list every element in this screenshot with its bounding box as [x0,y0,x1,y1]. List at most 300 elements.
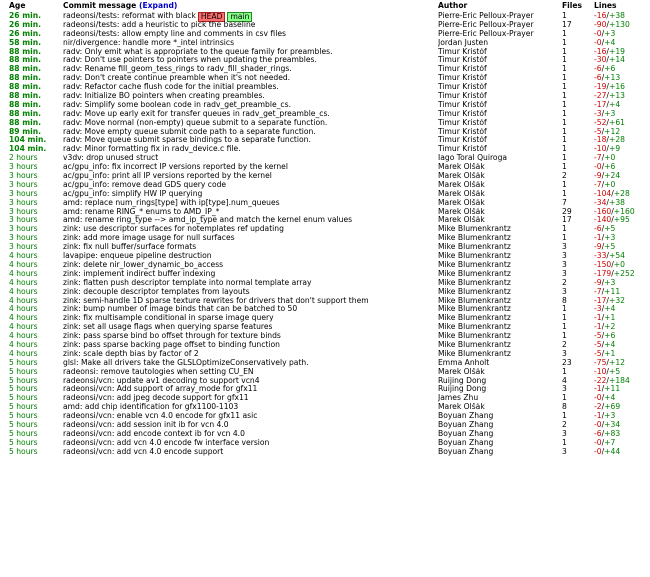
table-row[interactable] [0,101,650,110]
commit-message-cell [63,394,435,403]
commit-lines-changed [594,208,650,217]
commit-lines-changed [594,341,650,350]
commit-message-link[interactable]: amd: replace num_rings[type] with ip[type].num_queues [63,198,280,207]
commit-author[interactable]: Marek Olšák [438,163,485,172]
commit-age: 3 hours [9,207,38,216]
table-row[interactable] [0,412,650,421]
table-row[interactable] [0,314,650,323]
commit-lines-changed [594,323,650,332]
commit-message-cell [63,412,435,421]
table-row[interactable] [0,56,650,65]
commit-files-count: 1 [562,65,567,74]
commit-message-link[interactable]: radeonsi/vcn: enable vcn 4.0 encode for gfx11 asic [63,412,258,421]
commit-author[interactable]: Timur Kristóf [438,65,487,74]
commit-message-cell [63,92,435,101]
table-row[interactable] [0,234,650,243]
lines-separator: / [601,74,605,83]
commit-age: 4 hours [9,278,38,287]
commit-age: 5 hours [9,420,38,429]
commit-author[interactable]: Mike Blumenkrantz [438,332,511,341]
lines-deleted: -52 [594,118,607,127]
lines-deleted: -0 [594,447,602,456]
lines-deleted: -27 [594,92,607,101]
commit-author[interactable]: Mike Blumenkrantz [438,260,511,269]
commit-message-cell [63,403,435,412]
commit-age: 3 hours [9,180,38,189]
table-row[interactable] [0,74,650,83]
commit-author[interactable]: Mike Blumenkrantz [438,305,511,314]
table-row[interactable] [0,181,650,190]
lines-separator: / [601,394,605,403]
commit-message-cell [63,297,435,306]
commit-message-link[interactable]: radv: Don't use pointers to pointers when updating the preambles. [63,56,317,65]
commit-age: 2 hours [9,154,38,163]
commit-message-link[interactable]: radv: Don't create continue preamble when it's not needed. [63,74,291,83]
commit-author[interactable]: Mike Blumenkrantz [438,296,511,305]
lines-separator: / [601,234,605,243]
commit-message-link[interactable]: zink: scale depth bias by factor of 2 [63,349,199,358]
commit-author[interactable]: Mike Blumenkrantz [438,252,511,261]
commit-message-cell [63,208,435,217]
commit-message-link[interactable]: radv: Move up early exit for transfer queues in radv_get_preamble_cs. [63,109,330,118]
table-row[interactable] [0,394,650,403]
lines-deleted: -140 [594,216,612,225]
commit-author[interactable]: Mike Blumenkrantz [438,323,511,332]
lines-separator: / [601,340,605,349]
table-row[interactable] [0,297,650,306]
commit-lines-changed [594,368,650,377]
commit-message-link[interactable]: radv: Rename fill_geom_tess_rings to radv_fill_shader_rings. [63,65,292,74]
commit-author[interactable]: Marek Olšák [438,216,485,225]
commit-files-count: 8 [562,296,567,305]
commit-message-link[interactable]: zink: implement indirect buffer indexing [63,269,216,278]
table-row[interactable] [0,341,650,350]
commit-lines-changed [594,279,650,288]
commit-age: 104 min. [9,145,47,154]
commit-files-count: 1 [562,332,567,341]
commit-message-link[interactable]: radv: Move normal (non-empty) queue submit to a separate function. [63,118,328,127]
commit-files-count: 1 [562,74,567,83]
commit-author[interactable]: Mike Blumenkrantz [438,278,511,287]
commit-files-count: 3 [562,287,567,296]
commit-message-link[interactable]: zink: flatten push descriptor template into normal template array [63,278,312,287]
commit-message-cell [63,359,435,368]
commit-age: 4 hours [9,260,38,269]
lines-deleted: -7 [594,287,602,296]
table-row[interactable] [0,92,650,101]
table-row[interactable] [0,225,650,234]
commit-message-cell [63,136,435,145]
lines-added: +9 [608,145,621,154]
lines-deleted: -6 [594,65,602,74]
lines-added: +6 [604,163,616,172]
commit-age: 88 min. [9,118,42,127]
table-row[interactable] [0,39,650,48]
lines-deleted: -6 [594,74,602,83]
lines-separator: / [601,314,605,323]
commit-message-link[interactable]: amd: add chip identification for gfx1100-1103 [63,403,239,412]
table-row[interactable] [0,145,650,154]
commit-author[interactable]: Timur Kristóf [438,145,487,154]
commit-files-count: 1 [562,305,567,314]
commit-age: 4 hours [9,323,38,332]
commit-author[interactable]: Boyuan Zhang [438,429,494,438]
table-row[interactable] [0,403,650,412]
commit-files-count: 1 [562,189,567,198]
table-row[interactable] [0,261,650,270]
lines-deleted: -3 [594,305,602,314]
lines-added: +2 [604,323,616,332]
commit-message-cell [63,314,435,323]
lines-separator: / [601,385,605,394]
commit-author[interactable]: Boyuan Zhang [438,447,494,456]
lines-separator: / [601,305,605,314]
lines-deleted: -1 [594,314,602,323]
table-row[interactable] [0,83,650,92]
commit-files-count: 1 [562,92,567,101]
commit-author[interactable]: Pierre-Eric Pelloux-Prayer [438,20,534,29]
table-row[interactable] [0,65,650,74]
table-row[interactable] [0,252,650,261]
lines-separator: / [601,154,605,163]
commit-message-link[interactable]: radeonsi/tests: add a heuristic to pick the baseline [63,20,256,29]
commit-message-link[interactable]: radeonsi/vcn: add jpeg decode support for gfx11 [63,394,249,403]
commit-message-link[interactable]: zink: semi-handle 1D sparse texture rewrites for drivers that don't support them [63,296,369,305]
commit-message-cell [63,288,435,297]
lines-separator: / [606,92,609,101]
commit-author[interactable]: Emma Anholt [438,358,490,367]
commit-author[interactable]: Mike Blumenkrantz [438,225,511,234]
table-row[interactable] [0,172,650,181]
commit-files-count: 3 [562,243,567,252]
head-ref-badge[interactable]: HEAD [198,12,226,22]
table-row[interactable] [0,154,650,163]
commit-author[interactable]: Marek Olšák [438,403,485,412]
lines-deleted: -16 [594,12,607,20]
table-row[interactable] [0,359,650,368]
commit-files-count: 1 [562,225,567,234]
lines-separator: / [601,412,605,421]
commit-message-link[interactable]: zink: bump number of image binds that can be batched to 50 [63,305,298,314]
lines-added: +4 [604,340,616,349]
commit-message-link[interactable]: radeonsi/vcn: update av1 decoding to support vcn4 [63,376,260,385]
commit-message-link[interactable]: radeonsi: remove tautologies when setting CU_EN [63,367,254,376]
commit-message-link[interactable]: amd: rename ring_type --> amd_ip_type and match the kernel enum values [63,216,353,225]
lines-deleted: -6 [594,429,602,438]
commit-lines-changed [594,305,650,314]
commit-message-link[interactable]: zink: pass sparse bind bo offset through for texture binds [63,332,281,341]
commit-message-cell [63,421,435,430]
commit-author[interactable]: James Zhu [438,394,479,403]
table-row[interactable] [0,279,650,288]
commit-message-link[interactable]: zink: pass sparse backing page offset to binding function [63,340,280,349]
lines-deleted: -22 [594,376,607,385]
lines-separator: / [611,269,614,278]
commit-author[interactable]: Mike Blumenkrantz [438,243,511,252]
commit-author[interactable]: Timur Kristóf [438,47,487,56]
commit-message-link[interactable]: radeonsi/vcn: add vcn 4.0 encode fw interface version [63,438,270,447]
table-row[interactable] [0,243,650,252]
commit-message-cell [63,21,435,30]
commit-lines-changed [594,225,650,234]
lines-deleted: -18 [594,136,607,145]
commit-message-link[interactable]: zink: fix null buffer/surface formats [63,243,197,252]
commit-author[interactable]: Mike Blumenkrantz [438,287,511,296]
commit-age: 4 hours [9,269,38,278]
lines-added: +3 [604,109,616,118]
table-row[interactable] [0,377,650,386]
commit-author[interactable]: Timur Kristóf [438,118,487,127]
commit-lines-changed [594,243,650,252]
lines-deleted: -3 [594,109,602,118]
commit-age: 3 hours [9,163,38,172]
commit-author[interactable]: Mike Blumenkrantz [438,234,511,243]
table-row[interactable] [0,30,650,39]
lines-added: +160 [613,207,635,216]
commit-message-link[interactable]: zink: add more image usage for null surfaces [63,234,235,243]
commit-message-cell [63,101,435,110]
commit-author[interactable]: Timur Kristóf [438,127,487,136]
table-row[interactable] [0,323,650,332]
lines-added: +6 [604,332,616,341]
lines-deleted: -6 [594,225,602,234]
commit-message-cell [63,56,435,65]
commit-lines-changed [594,412,650,421]
table-row[interactable] [0,21,650,30]
commit-author[interactable]: Pierre-Eric Pelloux-Prayer [438,12,534,20]
table-row[interactable] [0,439,650,448]
lines-added: +6 [604,65,616,74]
commit-author[interactable]: Mike Blumenkrantz [438,269,511,278]
commit-message-cell [63,279,435,288]
table-row[interactable] [0,190,650,199]
table-row[interactable] [0,216,650,225]
commit-message-link[interactable]: zink: fix multisample conditional in sparse image query [63,314,274,323]
commit-author[interactable]: Timur Kristóf [438,74,487,83]
table-row[interactable] [0,270,650,279]
commit-age: 88 min. [9,47,42,56]
lines-added: +83 [604,429,621,438]
commit-age: 5 hours [9,385,38,394]
table-row[interactable] [0,368,650,377]
commit-message-cell [63,65,435,74]
commit-message-link[interactable]: radeonsi/vcn: Add support of array_mode for gfx11 [63,385,258,394]
commit-message-link[interactable]: ac/gpu_info: fix incorrect IP versions reported by the kernel [63,163,288,172]
table-row[interactable] [0,305,650,314]
commit-message-link[interactable]: radv: Simplify some boolean code in radv_get_preamble_cs. [63,100,291,109]
commit-lines-changed [594,234,650,243]
lines-deleted: -0 [594,420,602,429]
lines-deleted: -17 [594,296,607,305]
lines-deleted: -1 [594,323,602,332]
age-column-header: Age [9,1,26,10]
lines-separator: / [606,83,609,92]
lines-deleted: -0 [594,29,602,38]
lines-separator: / [601,332,605,341]
commit-author[interactable]: Marek Olšák [438,367,485,376]
commit-author[interactable]: Mike Blumenkrantz [438,340,511,349]
commit-age: 4 hours [9,296,38,305]
commit-message-link[interactable]: radeonsi/tests: allow empty line and comments in csv files [63,29,286,38]
commit-message-link[interactable]: lavapipe: enqueue pipeline destruction [63,252,212,261]
commit-age: 88 min. [9,92,42,101]
commit-lines-changed [594,332,650,341]
commit-author[interactable]: Marek Olšák [438,207,485,216]
commit-author[interactable]: Ruijing Dong [438,376,487,385]
commit-files-count: 1 [562,394,567,403]
lines-added: +12 [604,127,621,136]
table-row[interactable] [0,110,650,119]
commit-message-link[interactable]: radeonsi/vcn: add session init ib for vcn 4.0 [63,420,229,429]
table-row[interactable] [0,208,650,217]
commit-message-link[interactable]: radeonsi/vcn: add vcn 4.0 encode support [63,447,224,456]
commit-files-count: 7 [562,198,567,207]
commit-message-link[interactable]: radv: Minor formatting fix in radv_device.c file. [63,145,241,154]
commit-lines-changed [594,359,650,368]
commit-lines-changed [594,21,650,30]
commit-author[interactable]: Marek Olšák [438,180,485,189]
commit-files-count: 1 [562,56,567,65]
commit-author[interactable]: Jordan Justen [438,38,489,47]
commit-author[interactable]: Mike Blumenkrantz [438,314,511,323]
commit-files-count: 1 [562,47,567,56]
commit-message-cell [63,341,435,350]
lines-deleted: -0 [594,394,602,403]
lines-separator: / [611,216,614,225]
commit-author[interactable]: Marek Olšák [438,172,485,181]
table-row[interactable] [0,128,650,137]
commit-files-count: 3 [562,429,567,438]
lines-deleted: -33 [594,252,607,261]
commit-message-link[interactable]: v3dv: drop unused struct [63,154,159,163]
commit-message-link[interactable]: glsl: Make all drivers take the GLSLOptimizeConservatively path. [63,358,309,367]
commit-message-link[interactable]: ac/gpu_info: print all IP versions reported by the kernel [63,172,272,181]
commit-author[interactable]: Boyuan Zhang [438,412,494,421]
lines-added: +44 [604,447,621,456]
commit-message-link[interactable]: nir/divergence: handle more *_intel intrinsics [63,38,235,47]
lines-deleted: -75 [594,358,607,367]
commit-message-link[interactable]: amd: rename RING_* enums to AMD_IP_* [63,207,220,216]
lines-added: +34 [604,420,621,429]
lines-deleted: -5 [594,332,602,341]
commit-files-count: 2 [562,172,567,181]
commit-message-link[interactable]: radv: Only emit what is appropriate to the queue family for preambles. [63,47,333,56]
commit-message-cell [63,385,435,394]
commit-author[interactable]: Boyuan Zhang [438,438,494,447]
lines-separator: / [601,349,605,358]
table-row[interactable] [0,288,650,297]
branch-ref-badge[interactable]: main [227,12,252,22]
commit-files-count: 1 [562,127,567,136]
commit-author[interactable]: Ruijing Dong [438,385,487,394]
commit-message-link[interactable]: zink: set all usage flags when querying sparse features [63,323,273,332]
commit-author[interactable]: Timur Kristóf [438,100,487,109]
commit-message-link[interactable]: radv: Refactor cache flush code for the initial preambles. [63,83,279,92]
commit-files-count: 17 [562,20,572,29]
commit-age: 4 hours [9,332,38,341]
table-row[interactable] [0,136,650,145]
commit-files-count: 3 [562,260,567,269]
lines-added: +0 [613,260,625,269]
commit-files-count: 1 [562,145,567,154]
commit-author[interactable]: Boyuan Zhang [438,420,494,429]
commit-message-link[interactable]: radv: Initialize BO pointers when creating preambles. [63,92,265,101]
commit-lines-changed [594,430,650,439]
lines-deleted: -7 [594,180,602,189]
table-row[interactable] [0,199,650,208]
lines-separator: / [601,180,605,189]
lines-separator: / [601,429,605,438]
lines-separator: / [601,243,605,252]
commit-files-count: 1 [562,29,567,38]
lines-added: +184 [608,376,630,385]
commit-message-link[interactable]: radv: Move empty queue submit code path to a separate function. [63,127,316,136]
commit-age: 88 min. [9,65,42,74]
commit-author[interactable]: Timur Kristóf [438,92,487,101]
commit-author[interactable]: Timur Kristóf [438,56,487,65]
commit-lines-changed [594,314,650,323]
lines-separator: / [601,172,605,181]
commit-message-link[interactable]: ac/gpu_info: simplify HW IP querying [63,189,203,198]
commit-author[interactable]: Marek Olšák [438,189,485,198]
table-row[interactable] [0,448,650,457]
table-header [0,0,650,12]
commit-message-link[interactable]: radeonsi/vcn: add encode context ib for vcn 4.0 [63,429,245,438]
lines-added: +19 [608,47,625,56]
lines-deleted: -34 [594,198,607,207]
commit-author[interactable]: Timur Kristóf [438,109,487,118]
commit-message-link[interactable]: ac/gpu_info: remove dead GDS query code [63,180,227,189]
commit-files-count: 1 [562,163,567,172]
table-row[interactable] [0,332,650,341]
commit-author[interactable]: Pierre-Eric Pelloux-Prayer [438,29,534,38]
commit-lines-changed [594,181,650,190]
lines-added: +3 [604,412,616,421]
lines-deleted: -179 [594,269,612,278]
lines-separator: / [606,100,609,109]
table-row[interactable] [0,119,650,128]
table-row[interactable] [0,163,650,172]
commit-message-cell [63,110,435,119]
commit-message-cell [63,83,435,92]
commit-author[interactable]: Mike Blumenkrantz [438,349,511,358]
table-row[interactable] [0,421,650,430]
expand-link[interactable]: (Expand) [138,1,178,10]
commit-message-link[interactable]: zink: decouple descriptor templates from layouts [63,287,250,296]
commit-age: 3 hours [9,234,38,243]
commit-message-link[interactable]: zink: delete nir_lower_dynamic_bo_access [63,260,224,269]
commit-message-link[interactable]: radeonsi/tests: reformat with black [63,12,196,20]
table-row[interactable] [0,385,650,394]
commit-message-cell [63,439,435,448]
commit-author[interactable]: Timur Kristóf [438,83,487,92]
commit-author[interactable]: Marek Olšák [438,198,485,207]
lines-deleted: -160 [594,207,612,216]
commit-message-link[interactable]: zink: use descriptor surfaces for notemplates ref updating [63,225,284,234]
lines-separator: / [601,29,605,38]
commit-message-link[interactable]: radv: Move queue submit sparse bindings to a separate function. [63,136,311,145]
table-row[interactable] [0,430,650,439]
lines-deleted: -5 [594,127,602,136]
commit-author[interactable]: Iago Toral Quiroga [438,154,508,163]
commit-files-count: 1 [562,38,567,47]
commit-author[interactable]: Timur Kristóf [438,136,487,145]
commit-files-count: 2 [562,420,567,429]
table-row[interactable] [0,350,650,359]
table-row[interactable] [0,48,650,57]
commit-lines-changed [594,190,650,199]
table-row[interactable] [0,12,650,21]
